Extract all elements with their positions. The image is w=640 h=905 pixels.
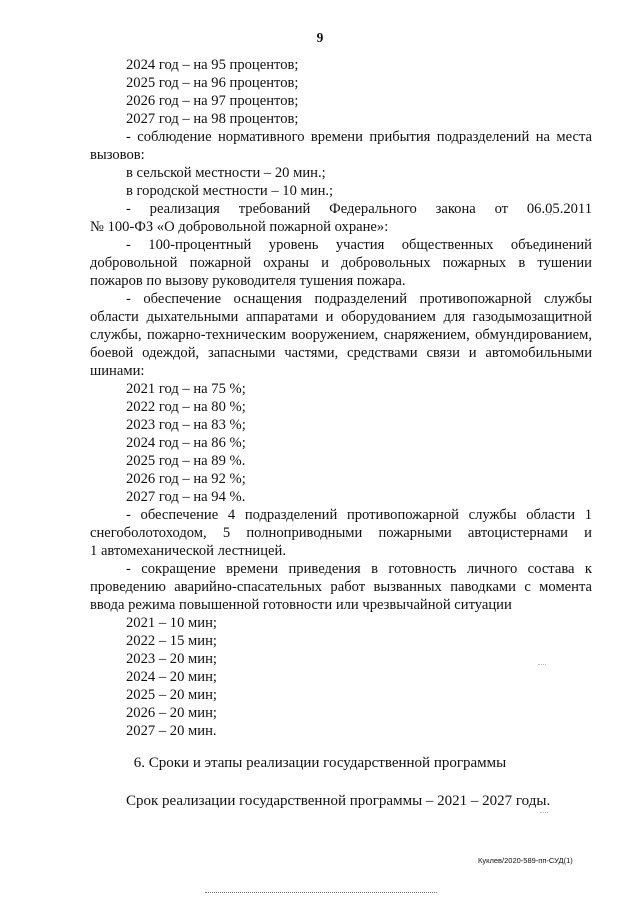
- percent-2023-line: 2023 год – на 83 %;: [126, 417, 246, 433]
- volunteer-paragraph-line-3: пожаров по вызову руководителя тушения пожара.: [90, 273, 406, 289]
- volunteer-paragraph-line-1: - 100-процентный уровень участия общественных объединений: [126, 237, 592, 253]
- equipment-paragraph-line-2: области дыхательными аппаратами и оборудованием для газодымозащитной: [90, 309, 592, 325]
- law-paragraph-line-1: - реализация требований Федерального закона от 06.05.2011: [126, 201, 592, 217]
- percent-2022-line: 2022 год – на 80 %;: [126, 399, 246, 415]
- urban-time-line: в городской местности – 10 мин.;: [126, 183, 334, 199]
- section-heading: 6. Сроки и этапы реализации государственной программы: [133, 755, 507, 771]
- minutes-2025-line: 2025 – 20 мин;: [126, 687, 217, 703]
- page-number: 9: [316, 30, 324, 45]
- volunteer-paragraph-line-2: добровольной пожарной охраны и добровольных пожарных в тушении: [90, 255, 592, 271]
- scan-speck: [538, 664, 546, 665]
- snowmobile-paragraph-line-2: снегоболотоходом, 5 полноприводными пожарными автоцистернами и: [90, 525, 592, 541]
- minutes-2022-line: 2022 – 15 мин;: [126, 633, 217, 649]
- minutes-2024-line: 2024 – 20 мин;: [126, 669, 217, 685]
- percent-2025-line: 2025 год – на 89 %.: [126, 453, 246, 469]
- target-2025-line: 2025 год – на 96 процентов;: [126, 75, 299, 91]
- readiness-paragraph-line-3: ввода режима повышенной готовности или чрезвычайной ситуации: [90, 597, 512, 613]
- minutes-2021-line: 2021 – 10 мин;: [126, 615, 217, 631]
- percent-2027-line: 2027 год – на 94 %.: [126, 489, 246, 505]
- minutes-2027-line: 2027 – 20 мин.: [126, 723, 217, 739]
- program-term-line: Срок реализации государственной программы – 2021 – 2027 годы.: [126, 793, 551, 809]
- percent-2021-line: 2021 год – на 75 %;: [126, 381, 246, 397]
- law-paragraph-line-2: № 100-ФЗ «О добровольной пожарной охране»:: [90, 219, 389, 235]
- equipment-paragraph-line-1: - обеспечение оснащения подразделений противопожарной службы: [126, 291, 592, 307]
- arrival-paragraph-line-2: вызовов:: [90, 147, 145, 163]
- arrival-paragraph-line-1: - соблюдение нормативного времени прибытия подразделений на места: [126, 129, 592, 145]
- target-2024-line: 2024 год – на 95 процентов;: [126, 57, 299, 73]
- minutes-2023-line: 2023 – 20 мин;: [126, 651, 217, 667]
- percent-2026-line: 2026 год – на 92 %;: [126, 471, 246, 487]
- scan-speck: [545, 214, 553, 215]
- rural-time-line: в сельской местности – 20 мин.;: [126, 165, 326, 181]
- percent-2024-line: 2024 год – на 86 %;: [126, 435, 246, 451]
- scan-speck: [540, 812, 548, 813]
- readiness-paragraph-line-2: проведению аварийно-спасательных работ вызванных паводками с момента: [90, 579, 592, 595]
- target-2026-line: 2026 год – на 97 процентов;: [126, 93, 299, 109]
- minutes-2026-line: 2026 – 20 мин;: [126, 705, 217, 721]
- equipment-paragraph-line-3: службы, пожарно-техническим вооружением, снаряжением, обмундированием,: [90, 327, 592, 343]
- equipment-paragraph-line-4: боевой одеждой, запасными частями, средствами связи и автомобильными: [90, 345, 592, 361]
- readiness-paragraph-line-1: - сокращение времени приведения в готовность личного состава к: [126, 561, 592, 577]
- snowmobile-paragraph-line-3: 1 автомеханической лестницей.: [90, 543, 286, 559]
- footer-document-code: Куклев/2020-589-пп-СУД(1): [478, 856, 573, 865]
- target-2027-line: 2027 год – на 98 процентов;: [126, 111, 299, 127]
- bottom-dotted-rule: [205, 892, 437, 893]
- equipment-paragraph-line-5: шинами:: [90, 363, 145, 379]
- snowmobile-paragraph-line-1: - обеспечение 4 подразделений противопожарной службы области 1: [126, 507, 592, 523]
